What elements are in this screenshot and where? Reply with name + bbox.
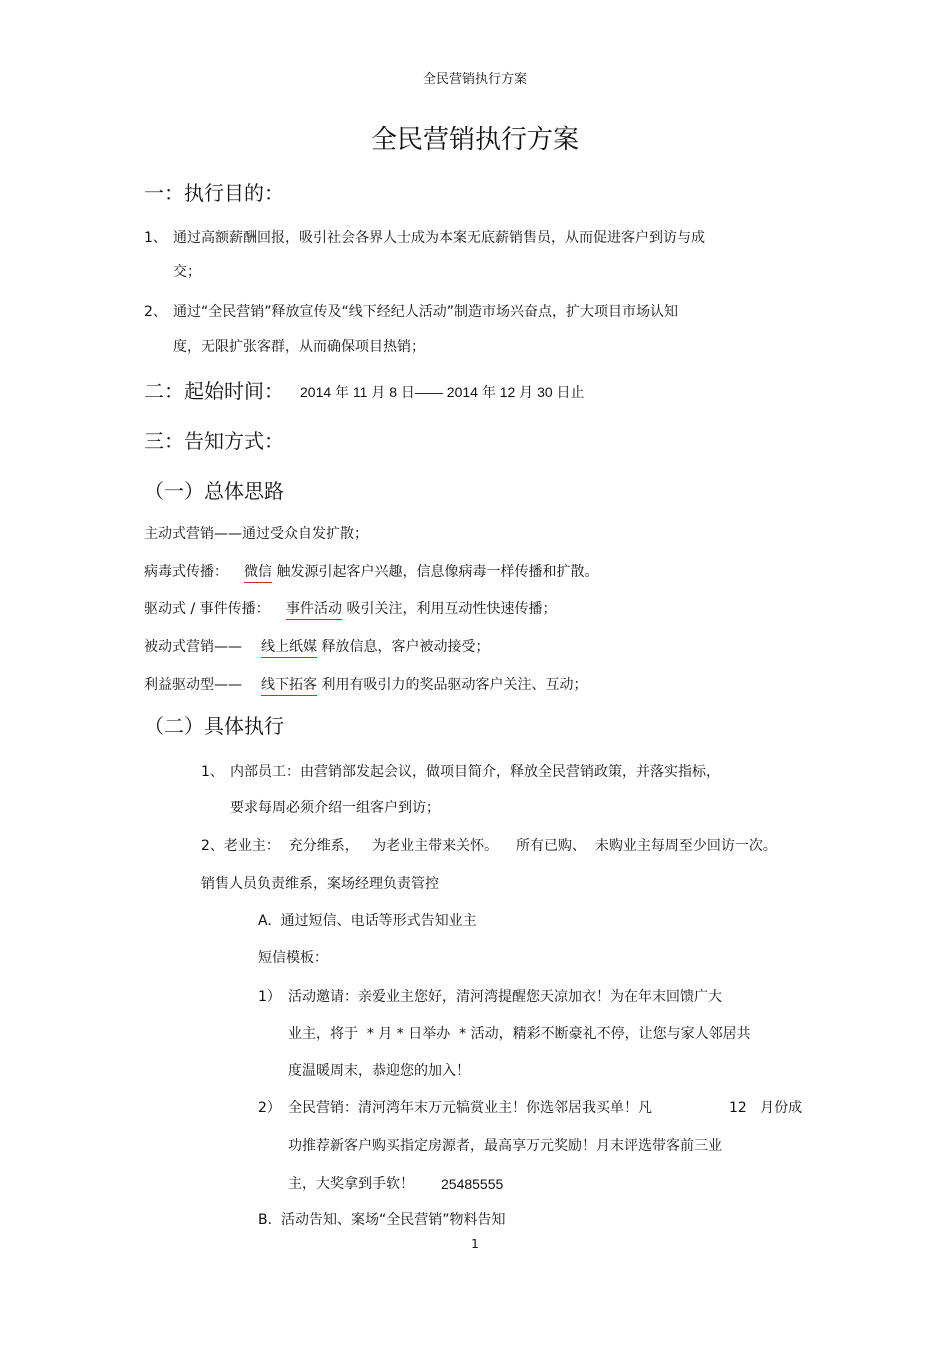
list-item-text: 通过高额薪酬回报，吸引社会各界人士成为本案无底薪销售员，从而促进客户到访与成: [173, 230, 705, 246]
strategy-row: [144, 640, 242, 654]
strategy-row-body: [261, 678, 587, 692]
sms-text-cont: 主，大奖拿到手软！: [288, 1176, 414, 1192]
strategy-tail: 释放信息，客户被动接受；: [321, 639, 490, 655]
strategy-row: [144, 565, 228, 579]
list-item-text: 通过“全民营销”释放宣传及“线下经纪人活动”制造市场兴奋点，扩大项目市场认知: [173, 304, 679, 320]
section-heading-purpose: 一：执行目的：: [144, 181, 284, 205]
list-item-text: 内部员工：由营销部发起会议，做项目简介，释放全民营销政策，并落实指标，: [230, 764, 720, 780]
sms-text-cont: 功推荐新客户购买指定房源者，最高享万元奖励！月末评选带客前三业: [288, 1138, 722, 1154]
list-item-text-cont: 要求每周必须介绍一组客户到访；: [230, 800, 440, 816]
list-number: 2）: [258, 1100, 281, 1116]
list-item-text-cont: 销售人员负责维系，案场经理负责管控: [201, 876, 439, 892]
page-number: 1: [471, 1237, 479, 1251]
list-item-text: 2、老业主： 充分维系， 为老业主带来关怀。 所有已购、 未购业主每周至少回访一次。: [201, 838, 777, 854]
strategy-keyword: 微信: [244, 564, 272, 583]
list-item-text-cont: 交；: [173, 264, 201, 280]
strategy-lead: 利益驱动型——: [144, 677, 242, 693]
sms-text: 活动邀请：亲爱业主您好，清河湾提醒您天凉加衣！为在年末回馈广大: [288, 989, 722, 1005]
sub-item-b: B. 活动告知、案场“全民营销”物料告知: [258, 1212, 506, 1228]
strategy-row: [144, 527, 368, 541]
strategy-keyword: 线上纸媒: [261, 639, 317, 658]
strategy-row-body: [244, 565, 598, 579]
strategy-keyword: 线下拓客: [261, 677, 317, 696]
section-heading-notify: 三：告知方式：: [144, 429, 284, 453]
strategy-keyword: 事件活动: [286, 601, 342, 620]
strategy-lead: 被动式营销——: [144, 639, 242, 655]
list-number: 2、: [144, 304, 167, 320]
sms-text-cont: 业主，将于 * 月 * 日举办 * 活动，精彩不断豪礼不停，让您与家人邻居共: [288, 1026, 751, 1042]
list-item-text-cont: 度，无限扩张客群，从而确保项目热销；: [173, 339, 425, 355]
strategy-row-body: [286, 602, 556, 616]
section-heading-time: 二：起始时间：: [144, 379, 284, 403]
sms-text-month: 12 月份成: [729, 1100, 803, 1116]
sms-template-label: 短信模板：: [258, 950, 328, 966]
sms-text-cont: 度温暖周末，恭迎您的加入！: [288, 1063, 470, 1079]
strategy-row: [144, 678, 242, 692]
document-title: 全民营销执行方案: [370, 125, 579, 155]
strategy-tail: 利用有吸引力的奖品驱动客户关注、互动；: [321, 677, 588, 693]
strategy-lead: 驱动式 / 事件传播：: [144, 601, 270, 617]
strategy-tail: 吸引关注，利用互动性快速传播；: [346, 601, 557, 617]
subsection-heading-execution: （二）具体执行: [144, 714, 284, 738]
date-range: 2014 年 11 月 8 日—— 2014 年 12 月 30 日止: [300, 384, 585, 400]
strategy-lead: 主动式营销——通过受众自发扩散；: [144, 526, 368, 542]
list-number: 1、: [144, 230, 167, 246]
list-number: 1、: [201, 764, 224, 780]
sms-text: 全民营销：清河湾年末万元犒赏业主！你选邻居我买单！凡: [288, 1100, 652, 1116]
phone-number: 25485555: [441, 1176, 504, 1192]
list-number: 1）: [258, 989, 281, 1005]
page-header: 全民营销执行方案: [422, 72, 527, 87]
subsection-heading-overall: （一）总体思路: [144, 479, 284, 503]
sub-item-a: A. 通过短信、电话等形式告知业主: [258, 913, 477, 929]
strategy-lead: 病毒式传播：: [144, 564, 228, 580]
strategy-tail: 触发源引起客户兴趣，信息像病毒一样传播和扩散。: [276, 564, 599, 580]
strategy-row-body: [261, 640, 489, 654]
strategy-row: [144, 602, 270, 616]
